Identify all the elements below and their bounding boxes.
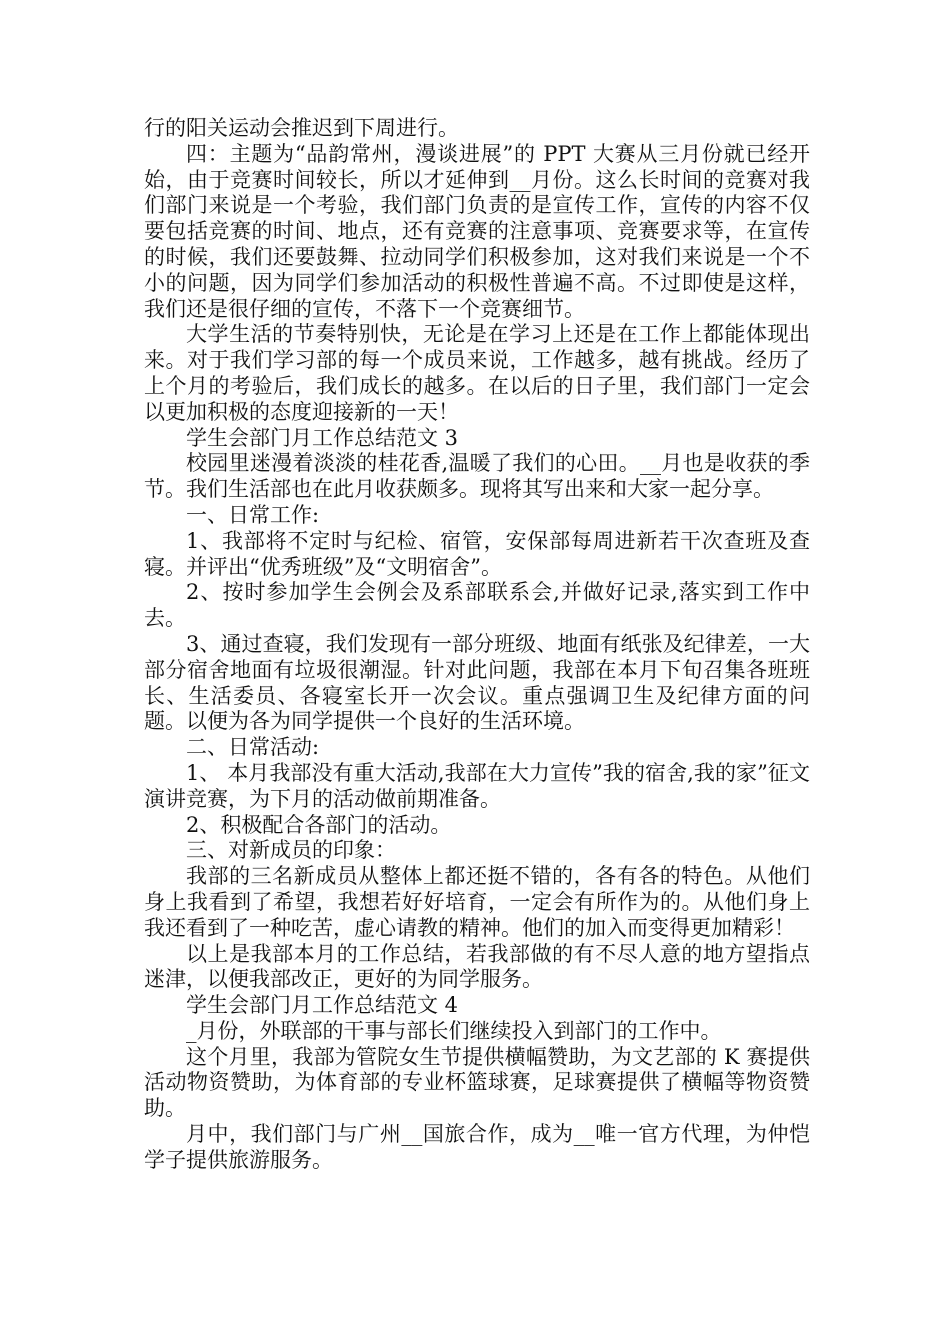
paragraph-8: 2、按时参加学生会例会及系部联系会,并做好记录,落实到工作中去。 (144, 580, 810, 631)
paragraph-5: 校园里迷漫着淡淡的桂花香,温暖了我们的心田。__月也是收获的季节。我们生活部也在此月收获颇多。现将其写出来和大家一起分享。 (144, 451, 810, 502)
paragraph-11: 1、 本月我部没有重大活动,我部在大力宣传”我的宿舍,我的家”征文演讲竞赛，为下月的活动做前期准备。 (144, 760, 810, 811)
subheading-daily-work: 一、日常工作: (186, 502, 320, 527)
section-heading-3: 学生会部门月工作总结范文 3 (186, 425, 459, 450)
section-heading-4: 学生会部门月工作总结范文 4 (186, 993, 459, 1018)
paragraph-3: 大学生活的节奏特别快，无论是在学习上还是在工作上都能体现出来。对于我们学习部的每一个成员来说，工作越多，越有挑战。经历了上个月的考验后，我们成长的越多。在以后的日子里，我们部门一定会以更加积极的态度迎接新的一天！ (144, 322, 810, 424)
subheading-new-members: 三、对新成员的印象： (186, 838, 396, 863)
paragraph-19: 月中，我们部门与广州__国旅合作，成为__唯一官方代理，为仲恺学子提供旅游服务。 (144, 1122, 810, 1172)
paragraph-17: _月份，外联部的干事与部长们继续投入到部门的工作中。 (186, 1018, 722, 1043)
paragraph-7: 1、我部将不定时与纪检、宿管，安保部每周进新若干次查班及查寝。并评出“优秀班级”及“文明宿舍”。 (144, 528, 810, 579)
paragraph-9: 3、通过查寝，我们发现有一部分班级、地面有纸张及纪律差，一大部分宿舍地面有垃圾很潮湿。针对此问题，我部在本月下旬召集各班班长、生活委员、各寝室长开一次会议。重点强调卫生及纪律方面的问题。以便为各为同学提供一个良好的生活环境。 (144, 631, 810, 734)
paragraph-1: 行的阳关运动会推迟到下周进行。 (144, 116, 459, 140)
paragraph-18: 这个月里，我部为管院女生节提供横幅赞助，为文艺部的 K 赛提供活动物资赞助，为体育部的专业杯篮球赛，足球赛提供了横幅等物资赞助。 (144, 1044, 810, 1121)
paragraph-14: 我部的三名新成员从整体上都还挺不错的，各有各的特色。从他们身上我看到了希望，我想若好好培育，一定会有所作为的。从他们身上我还看到了一种吃苦，虚心请教的精神。他们的加入而变得更加精彩！ (144, 864, 810, 940)
paragraph-15: 以上是我部本月的工作总结，若我部做的有不尽人意的地方望指点迷津，以便我部改正，更好的为同学服务。 (144, 941, 810, 992)
paragraph-2: 四：主题为“品韵常州，漫谈进展”的 PPT 大赛从三月份就已经开始，由于竞赛时间较长，所以才延伸到__月份。这么长时间的竞赛对我们部门来说是一个考验，我们部门负责的是宣传工作，宣传的内容不仅要包括竞赛的时间、地点，还有竞赛的注意事项、竞赛要求等，在宣传的时候，我们还要鼓舞、拉动同学们积极参加，这对我们来说是一个不小的问题，因为同学们参加活动的积极性普遍不高。不过即使是这样，我们还是很仔细的宣传，不落下一个竞赛细节。 (144, 141, 810, 321)
document-body (144, 116, 810, 1174)
subheading-daily-activities: 二、日常活动: (186, 735, 320, 760)
paragraph-12: 2、积极配合各部门的活动。 (186, 812, 452, 837)
